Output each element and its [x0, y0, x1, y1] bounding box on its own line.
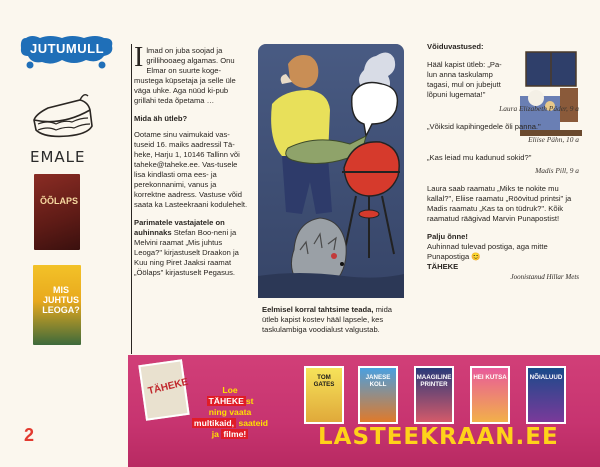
promo-multikaid: multikaid,: [193, 418, 235, 428]
prizes-text: Laura saab raamatu „Miks te nokite mu kallal?", Eliise raamatu „Röövitud printsi" ja Madis raamatu „Kas ta on tüdruk?". Kõik raamatud räägivad Marvin Punapostist!: [427, 184, 572, 223]
signature-3: Madis Pill, 9 a: [535, 166, 579, 175]
cake-icon: [28, 90, 98, 142]
cover-hei-kutsa[interactable]: [470, 366, 510, 424]
promo-filme: filme!: [223, 429, 247, 439]
signoff: TÄHEKE: [427, 262, 459, 271]
prize-heading: Parimatele vastajatele on auhinnaks: [134, 218, 225, 237]
book1-title: ÕÕLAPS: [40, 196, 79, 206]
article-intro: lmad on juba soojad ja grillihooaeg algamas. Onu Elmar on suurte koge-mustega küpsetaja ja selle üle väga uhke. Aga nüüd ki-pub grillahi teda õpetama …: [134, 46, 236, 105]
winners-heading: Võiduvastused:: [427, 42, 484, 51]
caption-rest: mida ütleb kapist kostev hääl lapsele, kes taskulambiga voodialust valgustab.: [262, 305, 393, 334]
question-body: Ootame sinu vaimukaid vas-tuseid 16. maiks aadressil Tä-heke, Harju 1, 10146 Tallinn või taheke@taheke.ee. Vas-tusele lisa kindlasti oma ees- ja perekonnanimi, vanus ja korrektne aadress. Vastuse võid saata ka Lasteekraani kodulehelt.: [134, 130, 248, 209]
cover-title: NÕIALUUD: [529, 374, 563, 381]
dropcap: I: [134, 42, 144, 73]
winners-column: [427, 42, 579, 282]
lasteekraan-link[interactable]: LASTEEKRAAN.EE: [318, 424, 559, 450]
promo-ja: ja: [211, 429, 219, 439]
promo-mag: TÄHEKE: [208, 396, 244, 406]
page-number: 2: [24, 425, 35, 445]
cover-title: HEI KUTSA: [473, 374, 507, 381]
cover-title: TOM GATES: [313, 374, 335, 388]
grill-illustration: [258, 44, 404, 298]
promo-loe: Loe: [222, 385, 238, 395]
answer-3: „Kas leiad mu kadunud sokid?": [427, 153, 532, 162]
illustrator-credit: Joonistanud Hillar Mets: [510, 273, 579, 281]
signature-1: Laura Elizabeth Päder, 9 a: [499, 104, 579, 113]
previous-question-caption: [262, 305, 410, 335]
cover-maagiline-printer[interactable]: [414, 366, 454, 424]
promo-line2: ning vaata: [208, 407, 252, 417]
cover-title: JANESE KOLL: [365, 374, 391, 388]
promo-text: [188, 385, 272, 440]
book-cover-mis-juhtus-leoga: [33, 265, 81, 345]
promo-st: st: [245, 396, 254, 406]
answer-1: Hääl kapist ütleb: „Pa-lun anna taskulamp tagasi, mul on jubejutt lõpuni lugemata!": [427, 60, 502, 99]
cover-title: MAAGILINE PRINTER: [416, 374, 452, 388]
prize-body: Stefan Boo-neni ja Melvini raamat „Mis juhtus Leoga?" kirjastuselt Draakon ja Kuu ning Piret Jaaksi raamat „Öölaps" kirjastuselt Pegasus.: [134, 228, 239, 277]
congrats-body: Auhinnad tulevad postiga, aga mitte Punapostiga 😊: [427, 242, 548, 261]
caption-bold: Eelmisel korral tahtsime teada,: [262, 305, 374, 314]
column-rule: [131, 44, 132, 354]
magazine-title: TÄHEKE: [146, 376, 190, 398]
book2-title: MIS JUHTUS LEOGA?: [42, 285, 80, 315]
article-column: [134, 42, 250, 286]
answer-2: „Võiksid kapihingedele õli panna.": [427, 122, 541, 131]
book-cover-oolaps: [34, 174, 80, 250]
promo-saateid: saateid: [238, 418, 269, 428]
cover-noialuud[interactable]: [526, 366, 566, 424]
signature-2: Eliise Pähn, 10 a: [528, 135, 579, 144]
cover-tom-gates[interactable]: [304, 366, 344, 424]
logo-text: JUTUMULL: [29, 41, 105, 56]
congrats-heading: Palju õnne!: [427, 232, 468, 241]
question-heading: Mida äh ütleb?: [134, 114, 188, 123]
taheke-magazine-cover: [138, 359, 189, 421]
cover-janese-koll[interactable]: [358, 366, 398, 424]
jutumull-logo: [18, 34, 116, 70]
section-label: EMALE: [30, 148, 86, 166]
